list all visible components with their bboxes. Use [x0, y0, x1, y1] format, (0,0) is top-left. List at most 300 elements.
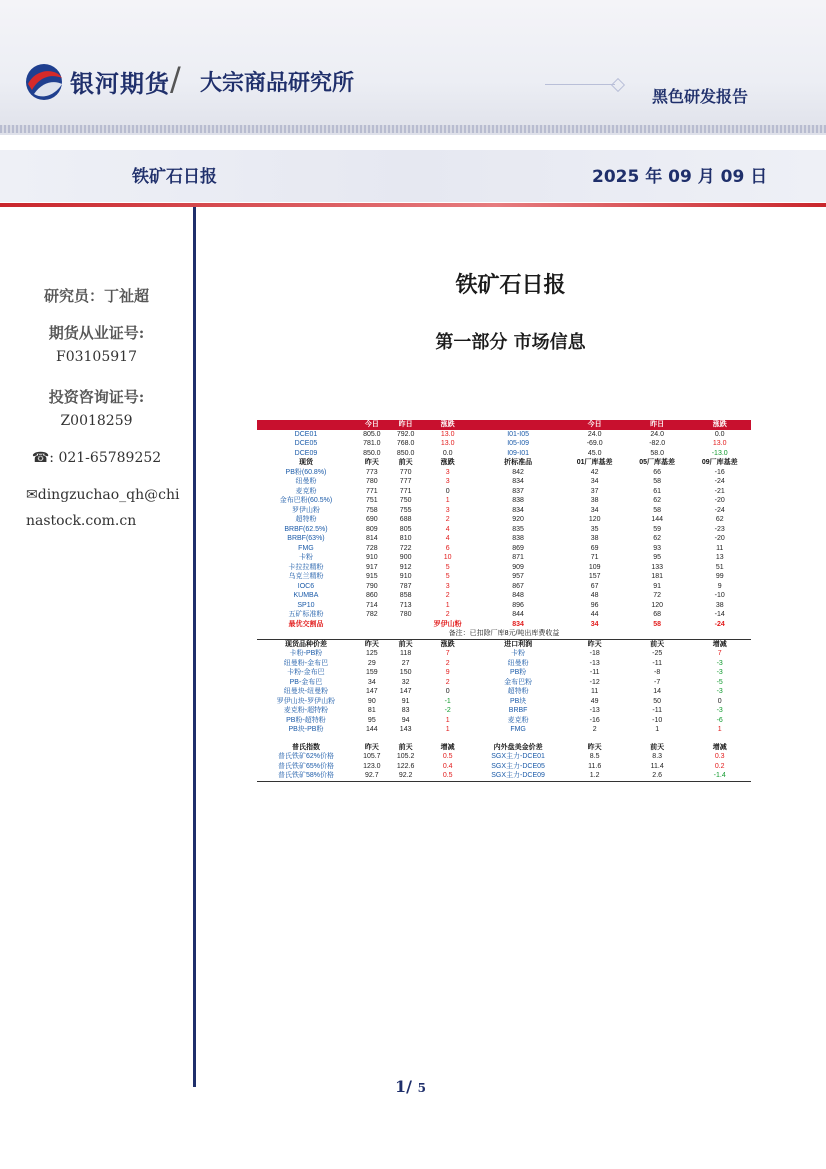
table-cell: 罗伊山粉	[433, 620, 462, 628]
table-cell	[257, 420, 355, 430]
table-cell: 增减	[712, 743, 727, 751]
table-cell: 42	[590, 468, 599, 476]
table-cell: 涨跌	[688, 420, 751, 430]
table-cell: 62	[653, 535, 662, 542]
table-cell: 869	[512, 544, 524, 552]
table-cell: 770	[399, 468, 412, 476]
table-cell: 现货品种价差	[257, 639, 355, 649]
table-cell: 前天	[389, 639, 423, 649]
table-row	[257, 582, 751, 592]
table-cell: 9	[445, 669, 450, 676]
table-cell: 850.0	[396, 449, 415, 457]
table-cell: 0	[445, 688, 450, 695]
table-cell: 2	[445, 516, 450, 523]
table-cell: PB粉	[509, 669, 527, 676]
table-cell: 卡粉-PB粉	[289, 650, 323, 657]
table-row	[257, 601, 751, 611]
table-cell: 0.0	[442, 449, 453, 457]
table-cell: 8.3	[652, 753, 663, 760]
table-cell: 713	[399, 601, 412, 609]
table-cell: 6	[445, 544, 450, 552]
table-cell: 8.5	[589, 753, 600, 760]
table-row	[257, 553, 751, 563]
table-cell: 涨跌	[423, 420, 473, 430]
table-cell: -1	[444, 697, 451, 705]
table-cell: 涨跌	[440, 459, 455, 466]
note-row	[257, 629, 751, 639]
table-cell: 38	[590, 497, 599, 504]
table-cell: 781.0	[363, 440, 381, 447]
table-cell: 122.6	[396, 762, 415, 770]
table-cell: I01-I05	[507, 430, 530, 438]
table-cell: 昨日	[626, 420, 689, 430]
table-cell: 751	[365, 497, 378, 504]
table-cell: 867	[512, 582, 524, 590]
table-cell: 787	[399, 582, 412, 590]
table-cell: 麦克粉	[295, 487, 317, 495]
table-cell: 915	[365, 573, 378, 580]
phone-number: 021-65789252	[58, 450, 162, 466]
table-cell: 7	[445, 650, 450, 657]
table-cell: 13.0	[712, 440, 727, 447]
table-cell: 今日	[355, 420, 389, 430]
table-cell: 58.0	[650, 449, 664, 457]
table-cell: 844	[512, 611, 524, 618]
table-spacer	[257, 735, 751, 743]
institute-name: 大宗商品研究所	[200, 71, 355, 96]
table-cell: 2	[445, 592, 450, 599]
table-cell: -23	[714, 525, 725, 533]
table-cell: -5	[716, 678, 723, 686]
table-cell: 792.0	[396, 430, 415, 438]
table-row	[257, 610, 751, 620]
table-cell: 增减	[688, 639, 751, 649]
table-cell: 159	[365, 669, 378, 676]
table-cell: 92.7	[355, 771, 389, 781]
table-cell: 27	[401, 659, 410, 667]
table-cell: 181	[651, 573, 664, 580]
table-cell: 690	[365, 516, 378, 523]
table-cell: 纽曼粉-金布巴	[283, 659, 329, 667]
email-address[interactable]: dingzuchao_qh@chinastock.com.cn	[26, 487, 180, 529]
table-cell: PB块-PB粉	[288, 726, 324, 733]
table-cell: 1	[445, 716, 450, 724]
table-cell: -16	[714, 468, 725, 476]
table-cell: 133	[651, 563, 664, 571]
table-cell: 58	[653, 506, 662, 514]
table-row	[257, 496, 751, 506]
table-cell: 昨日	[389, 420, 423, 430]
table-cell: 普氏铁矿65%价格	[277, 762, 334, 770]
best-delivery-row	[257, 620, 751, 630]
table-cell: PB粉(60.8%)	[285, 468, 327, 476]
table-cell: 48	[590, 592, 599, 599]
table-cell: I09-I01	[507, 449, 530, 457]
phone-row: ☎: 021-65789252	[31, 450, 162, 466]
table-cell: 50	[653, 697, 662, 705]
table-cell: 94	[401, 716, 410, 724]
table-cell: 34	[590, 620, 599, 628]
table-cell: 昨天	[355, 639, 389, 649]
table-cell: 卡粉-金布巴	[287, 669, 325, 676]
table-cell: -10	[714, 592, 725, 599]
table-cell: -14	[714, 611, 725, 618]
table-cell: DCE09	[294, 449, 318, 457]
table-cell: 95	[653, 554, 662, 561]
table-row	[257, 487, 751, 497]
table-cell: 810	[399, 535, 412, 542]
table-cell: 834	[512, 506, 524, 514]
table-cell: 进口利润	[473, 639, 564, 649]
table-cell: SGX主力-DCE05	[491, 762, 545, 770]
table-cell: 麦克粉	[507, 716, 529, 724]
table-cell: 728	[365, 544, 378, 552]
table-cell: 普氏铁矿62%价格	[277, 753, 334, 760]
table-cell: 1	[717, 726, 722, 733]
table-cell: 95	[367, 716, 376, 724]
table-cell: 0	[717, 697, 722, 705]
table-cell: -16	[589, 716, 600, 724]
table-cell: DCE05	[294, 440, 318, 447]
table-cell: 842	[512, 468, 524, 476]
table-cell: 0.5	[442, 753, 453, 760]
table-cell: -25	[652, 650, 663, 657]
table-cell: 37	[590, 487, 599, 495]
table-cell: 61	[653, 487, 662, 495]
page-number: 1/ 5	[395, 1077, 426, 1096]
table-cell: SP10	[297, 601, 315, 609]
table-cell: 昨天	[587, 743, 602, 751]
table-cell: -3	[716, 659, 723, 667]
table-cell: 05厂库基差	[639, 459, 676, 466]
table-cell: 麦克粉-超特粉	[283, 707, 329, 714]
table-cell: 44	[590, 611, 599, 618]
table-cell: 67	[590, 582, 599, 590]
table-cell: 内外盘美金价差	[493, 743, 543, 751]
table-cell: 909	[512, 563, 524, 571]
table-cell: 99	[715, 573, 724, 580]
table-cell: 90	[367, 697, 376, 705]
table-cell: 96	[590, 601, 599, 609]
table-cell: 750	[399, 497, 412, 504]
table-cell: -13	[589, 659, 600, 667]
table-cell: SGX主力-DCE01	[491, 753, 545, 760]
company-name: 银河期货	[70, 70, 170, 98]
table-cell: 卡粉	[298, 554, 313, 561]
table-cell: 今日	[563, 420, 626, 430]
email-row	[26, 482, 186, 534]
table-row	[257, 534, 751, 544]
table-cell: 714	[365, 601, 378, 609]
table-cell: 11.4	[650, 762, 664, 770]
table-cell: -6	[716, 716, 723, 724]
table-cell: 5	[445, 563, 450, 571]
table-cell: 34	[367, 678, 376, 686]
table-cell: 49	[590, 697, 599, 705]
table-cell: -8	[654, 669, 661, 676]
table-cell: 2.6	[626, 771, 689, 781]
table-cell: 758	[365, 506, 378, 514]
table-cell: 144	[365, 726, 378, 733]
mail-icon: ✉	[26, 487, 38, 503]
table-cell: -24	[714, 506, 725, 514]
table-cell: 92.2	[389, 771, 423, 781]
table-cell: 91	[653, 582, 662, 590]
table-cell: 782	[365, 611, 378, 618]
table-cell: 912	[399, 563, 412, 571]
table-cell: IOC6	[297, 582, 315, 590]
table-cell: SGX主力-DCE09	[473, 771, 564, 781]
table-cell: -82.0	[649, 440, 666, 447]
table-cell: 896	[512, 601, 524, 609]
table-cell: 38	[590, 535, 599, 542]
table-cell: 1	[445, 726, 450, 733]
table-cell: 0	[445, 487, 450, 495]
table-cell: -24	[714, 478, 725, 485]
table-cell: 3	[445, 468, 450, 476]
table-cell: 34	[590, 478, 599, 485]
company-logo-icon	[22, 60, 66, 104]
table-cell: 超特粉	[507, 688, 529, 695]
table-cell: 848	[512, 592, 524, 599]
table-cell: 805	[399, 525, 412, 533]
table-row	[257, 591, 751, 601]
title-bar-accent	[0, 203, 826, 207]
table-cell: 917	[365, 563, 378, 571]
section-header-row	[257, 639, 751, 649]
table-cell: 860	[365, 592, 378, 599]
table-cell: 最优交割品	[288, 620, 324, 628]
table-cell: 11.6	[588, 762, 602, 770]
table-cell: 768.0	[396, 440, 415, 447]
report-title: 铁矿石日报	[132, 167, 217, 187]
table-cell: -24	[714, 620, 725, 628]
table-cell: 金布巴粉	[504, 678, 533, 686]
table-cell: 105.2	[396, 753, 415, 760]
table-cell: 62	[653, 497, 662, 504]
table-cell: BRBF(63%)	[287, 535, 325, 542]
table-cell: 69	[590, 544, 599, 552]
table-cell: 纽曼块-纽曼粉	[283, 688, 329, 695]
table-cell: 32	[401, 678, 410, 686]
table-row	[257, 697, 751, 707]
table-row	[257, 515, 751, 525]
table-cell: 乌克兰精粉	[288, 573, 324, 580]
table-cell: 2	[445, 659, 450, 667]
table-cell: 普氏指数	[291, 743, 320, 751]
table-cell: 755	[399, 506, 412, 514]
table-cell: -3	[716, 707, 723, 714]
table-row	[257, 725, 751, 735]
table-cell: 卡拉拉精粉	[288, 563, 324, 571]
table-cell: FMG	[298, 544, 314, 552]
section-header-row	[257, 458, 751, 468]
table-cell: 72	[653, 592, 662, 599]
table-cell: 900	[399, 554, 412, 561]
table-cell: DCE01	[294, 430, 318, 438]
table-cell: 35	[590, 525, 599, 533]
report-type: 黑色研发报告	[652, 87, 749, 106]
table-cell	[473, 420, 564, 430]
table-cell: 771	[399, 487, 412, 495]
table-cell: 前天	[398, 743, 413, 751]
table-cell: -18	[589, 650, 600, 657]
table-cell: 13.0	[440, 430, 455, 438]
header-stripe	[0, 125, 826, 133]
table-cell: 722	[399, 544, 412, 552]
section-title: 第一部分 市场信息	[435, 332, 586, 353]
table-row	[257, 678, 751, 688]
table-row	[257, 468, 751, 478]
table-row	[257, 687, 751, 697]
table-cell: 150	[399, 669, 412, 676]
table-cell: 5	[445, 573, 450, 580]
table-cell: 4	[445, 525, 450, 533]
table-row	[257, 762, 751, 772]
table-cell: -11	[589, 669, 600, 676]
table-cell: 93	[653, 544, 662, 552]
table-cell: 7	[717, 650, 722, 657]
table-cell: 805.0	[363, 430, 381, 438]
table-cell: 91	[401, 697, 410, 705]
table-row	[257, 771, 751, 781]
table-cell: BRBF(62.5%)	[284, 525, 328, 533]
table-cell: 2	[445, 611, 450, 618]
table-cell: -1.4	[688, 771, 751, 781]
table-cell: 10	[443, 554, 452, 561]
table-cell: 777	[399, 478, 412, 485]
table-cell: 771	[365, 487, 378, 495]
table-cell: 11	[716, 544, 724, 552]
table-cell: PB-金布巴	[289, 678, 323, 686]
table-cell: 858	[399, 592, 412, 599]
table-cell: 01厂库基差	[576, 459, 613, 466]
market-table-body	[257, 420, 751, 781]
table-cell: -10	[652, 716, 663, 724]
table-cell: 920	[512, 516, 524, 523]
table-cell: 105.7	[363, 753, 381, 760]
table-row	[257, 659, 751, 669]
table-cell: 1	[445, 497, 450, 504]
table-cell: 4	[445, 535, 450, 542]
table-note: 备注：已扣除厂库8元/吨出库费收益	[448, 630, 560, 637]
table-cell: 前天	[626, 639, 689, 649]
table-cell: 688	[399, 516, 412, 523]
phone-icon: ☎	[31, 450, 50, 466]
table-cell: 62	[715, 516, 724, 523]
advisor-label: 投资咨询证号:	[48, 388, 145, 406]
main-title: 铁矿石日报	[455, 272, 566, 298]
table-cell: -3	[716, 688, 723, 695]
table-cell: -20	[714, 535, 725, 542]
table-cell: PB粉-超特粉	[286, 716, 326, 724]
table-cell: 143	[399, 726, 412, 733]
table-cell: 45.0	[587, 449, 602, 457]
logo-divider: /	[170, 60, 181, 98]
table-cell: 3	[445, 478, 450, 485]
report-date: 2025 年 09 月 09 日	[592, 167, 768, 187]
table-cell: 1.2	[563, 771, 626, 781]
table-cell: -7	[654, 678, 661, 686]
table-cell: 罗伊山块-罗伊山粉	[276, 697, 336, 705]
table-row	[257, 430, 751, 440]
page-current: 1	[395, 1077, 407, 1096]
table-cell: 29	[367, 659, 376, 667]
table-cell: 纽曼粉	[295, 478, 317, 485]
table-cell: -2	[444, 707, 451, 714]
table-cell: 66	[653, 468, 662, 476]
table-cell: 125	[365, 650, 378, 657]
table-row	[257, 706, 751, 716]
table-cell: 1	[445, 601, 450, 609]
table-row	[257, 716, 751, 726]
table-cell: 850.0	[363, 449, 381, 457]
table-cell: 837	[512, 487, 524, 495]
table-cell: -13.0	[711, 449, 728, 457]
table-cell: 58	[653, 620, 662, 628]
table-header-row	[257, 420, 751, 430]
table-cell: 3	[445, 582, 450, 590]
table-cell: 24.0	[650, 430, 664, 438]
table-cell: -21	[714, 487, 725, 495]
table-cell: 现货	[298, 459, 313, 466]
table-cell: 834	[512, 478, 524, 485]
table-cell: 卡粉	[511, 650, 526, 657]
table-cell: 金布巴粉(60.5%)	[279, 497, 333, 504]
table-cell: 2	[592, 726, 597, 733]
table-cell: 59	[653, 525, 662, 533]
table-cell: 773	[365, 468, 378, 476]
table-cell: 普氏铁矿58%价格	[257, 771, 355, 781]
table-cell: 71	[590, 554, 599, 561]
table-cell: 109	[588, 563, 601, 571]
spacer-row	[257, 735, 751, 743]
table-cell: KUMBA	[293, 592, 319, 599]
table-row	[257, 649, 751, 659]
table-cell: 0.4	[442, 762, 453, 770]
table-cell: 0.2	[714, 762, 725, 770]
table-cell: -13	[589, 707, 600, 714]
table-cell	[355, 620, 423, 630]
table-cell: 3	[445, 506, 450, 514]
table-row	[257, 449, 751, 459]
table-cell: 0.0	[714, 430, 725, 438]
table-cell: -11	[652, 659, 662, 667]
table-cell: 157	[588, 573, 601, 580]
table-cell: -69.0	[586, 440, 603, 447]
table-cell: 910	[399, 573, 412, 580]
table-cell: 9	[717, 582, 722, 590]
table-cell: 折标准品	[504, 459, 533, 466]
table-cell: 147	[399, 688, 412, 695]
table-cell: 0.5	[423, 771, 473, 781]
table-cell: 147	[365, 688, 378, 695]
table-cell: 58	[653, 478, 662, 485]
table-row	[257, 668, 751, 678]
table-cell: 838	[512, 497, 524, 504]
table-cell: 昨天	[364, 459, 379, 466]
table-cell: 838	[512, 535, 524, 542]
table-cell: 780	[399, 611, 412, 618]
table-cell: -11	[652, 707, 662, 714]
table-row	[257, 525, 751, 535]
table-cell: 83	[401, 707, 410, 714]
table-cell: 24.0	[587, 430, 602, 438]
researcher-label: 研究员：丁祉超	[43, 287, 149, 305]
license-label: 期货从业证号:	[48, 324, 145, 342]
table-cell: 前天	[650, 743, 665, 751]
table-cell: PB块	[509, 697, 527, 705]
